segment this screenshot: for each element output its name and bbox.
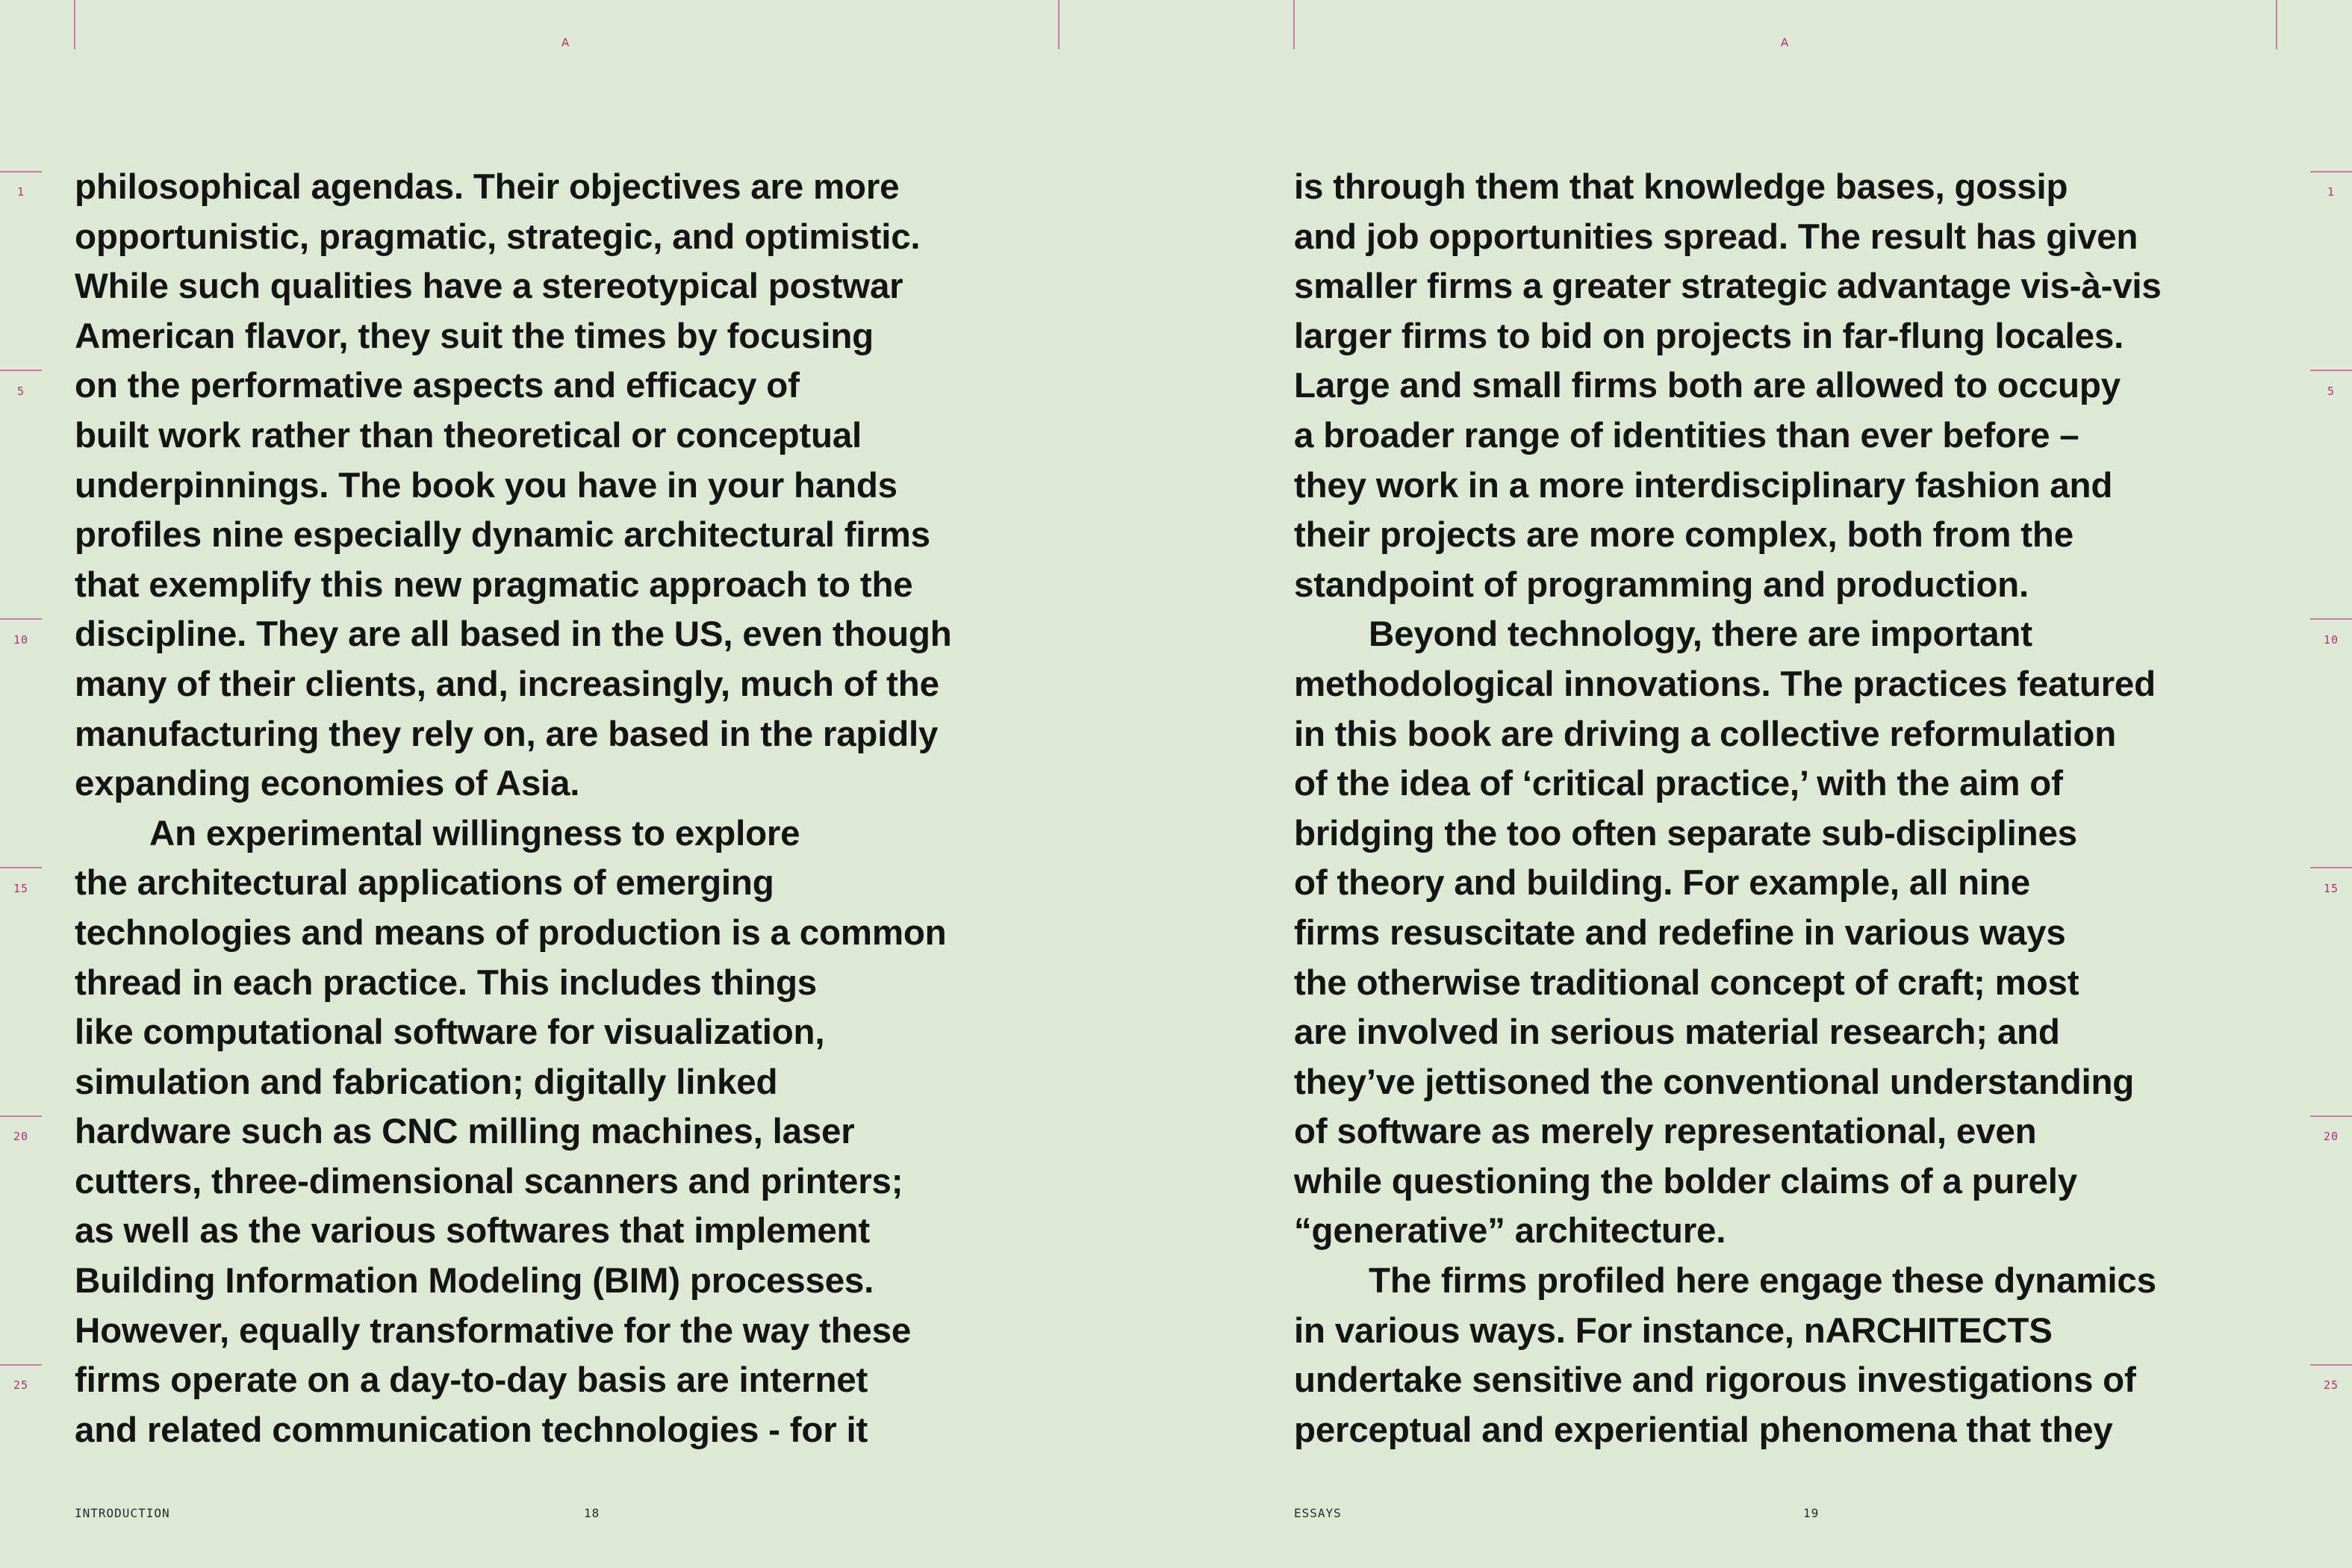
- line-marker: [0, 370, 42, 371]
- text-line: manufacturing they rely on, are based in the rapidly: [75, 714, 939, 754]
- text-line: smaller firms a greater strategic advantage vis-à-vis: [1294, 267, 2162, 307]
- text-line: a broader range of identities than ever before –: [1294, 415, 2079, 455]
- text-line: However, equally transformative for the way these: [75, 1310, 912, 1351]
- text-line: firms operate on a day-to-day basis are internet: [75, 1360, 868, 1401]
- left-line-number: 15: [13, 882, 29, 895]
- text-line: discipline. They are all based in the US, even though: [75, 615, 952, 655]
- right-page-number: 19: [1803, 1506, 1820, 1520]
- text-line: opportunistic, pragmatic, strategic, and optimistic.: [75, 217, 921, 257]
- right-line-number: 20: [2323, 1130, 2339, 1143]
- text-line: underpinnings. The book you have in your hands: [75, 465, 897, 505]
- line-marker: [2310, 171, 2352, 172]
- left-section-marker: A: [561, 36, 570, 49]
- crop-mark: [2276, 0, 2277, 49]
- left-line-number: 20: [13, 1130, 29, 1143]
- text-line: cutters, three-dimensional scanners and printers;: [75, 1161, 903, 1201]
- left-line-number: 5: [16, 385, 25, 398]
- text-line: the otherwise traditional concept of craft; most: [1294, 962, 2079, 1003]
- text-line: While such qualities have a stereotypical postwar: [75, 267, 903, 307]
- text-line: simulation and fabrication; digitally linked: [75, 1062, 778, 1102]
- line-marker: [0, 1116, 42, 1117]
- text-line: expanding economies of Asia.: [75, 764, 580, 804]
- right-running-foot: ESSAYS: [1294, 1506, 1342, 1520]
- text-line: built work rather than theoretical or conceptual: [75, 415, 862, 455]
- text-line: technologies and means of production is a common: [75, 912, 947, 953]
- left-page-number: 18: [584, 1506, 600, 1520]
- text-line: that exemplify this new pragmatic approach to the: [75, 564, 913, 605]
- text-line: in various ways. For instance, nARCHITECTS: [1294, 1310, 2053, 1351]
- right-line-number: 1: [2327, 185, 2336, 199]
- text-line: like computational software for visualization,: [75, 1012, 825, 1053]
- crop-mark: [1293, 0, 1295, 49]
- text-line: undertake sensitive and rigorous investigations of: [1294, 1360, 2136, 1401]
- text-line: perceptual and experiential phenomena that they: [1294, 1410, 2113, 1450]
- right-line-number: 10: [2323, 633, 2339, 647]
- right-line-number: 15: [2323, 882, 2339, 895]
- right-page-body: [1294, 163, 2280, 1455]
- line-marker: [0, 618, 42, 620]
- text-line: in this book are driving a collective reformulation: [1294, 714, 2117, 754]
- text-line: is through them that knowledge bases, gossip: [1294, 167, 2068, 207]
- text-line: of the idea of ‘critical practice,’ with the aim of: [1294, 764, 2063, 804]
- text-line: methodological innovations. The practices featured: [1294, 664, 2156, 704]
- text-line: and job opportunities spread. The result has given: [1294, 217, 2138, 257]
- text-line: and related communication technologies - for it: [75, 1410, 868, 1450]
- right-line-number: 25: [2323, 1378, 2339, 1392]
- text-line: bridging the too often separate sub-disciplines: [1294, 813, 2077, 853]
- text-line: philosophical agendas. Their objectives are more: [75, 167, 900, 207]
- text-line: many of their clients, and, increasingly, much of the: [75, 664, 939, 704]
- crop-mark: [1058, 0, 1060, 49]
- text-line: they work in a more interdisciplinary fashion and: [1294, 465, 2113, 505]
- right-section-marker: A: [1781, 36, 1789, 49]
- right-line-number: 5: [2327, 385, 2336, 398]
- left-page-body: [75, 163, 1060, 1455]
- text-line: on the performative aspects and efficacy of: [75, 366, 800, 406]
- text-line: as well as the various softwares that implement: [75, 1211, 870, 1251]
- left-running-foot: INTRODUCTION: [75, 1506, 170, 1520]
- left-line-number: 25: [13, 1378, 29, 1392]
- line-marker: [2310, 1364, 2352, 1366]
- line-marker: [2310, 1116, 2352, 1117]
- crop-mark: [74, 0, 75, 49]
- line-marker: [2310, 867, 2352, 868]
- text-line: their projects are more complex, both from the: [1294, 515, 2073, 556]
- line-marker: [0, 171, 42, 172]
- text-line: firms resuscitate and redefine in various ways: [1294, 912, 2066, 953]
- line-marker: [0, 867, 42, 868]
- text-line: of theory and building. For example, all nine: [1294, 863, 2030, 903]
- line-marker: [2310, 370, 2352, 371]
- text-line: hardware such as CNC milling machines, laser: [75, 1112, 855, 1152]
- text-line: thread in each practice. This includes things: [75, 962, 818, 1003]
- text-line: of software as merely representational, even: [1294, 1112, 2037, 1152]
- line-marker: [0, 1364, 42, 1366]
- text-line: the architectural applications of emerging: [75, 863, 774, 903]
- text-line: “generative” architecture.: [1294, 1211, 1726, 1251]
- line-marker: [2310, 618, 2352, 620]
- left-line-number: 10: [13, 633, 29, 647]
- text-line: profiles nine especially dynamic architectural firms: [75, 515, 930, 556]
- text-line: are involved in serious material research; and: [1294, 1012, 2060, 1053]
- text-line: larger firms to bid on projects in far-flung locales.: [1294, 316, 2124, 356]
- text-line: standpoint of programming and production.: [1294, 564, 2029, 605]
- text-line-paragraph-start: The firms profiled here engage these dynamics: [1369, 1261, 2156, 1301]
- text-line: American flavor, they suit the times by focusing: [75, 316, 874, 356]
- text-line-paragraph-start: Beyond technology, there are important: [1369, 615, 2032, 655]
- text-line: Large and small firms both are allowed to occupy: [1294, 366, 2121, 406]
- left-line-number: 1: [16, 185, 25, 199]
- text-line: Building Information Modeling (BIM) processes.: [75, 1261, 874, 1301]
- text-line: they’ve jettisoned the conventional understanding: [1294, 1062, 2135, 1102]
- text-line: while questioning the bolder claims of a purely: [1294, 1161, 2077, 1201]
- text-line-paragraph-start: An experimental willingness to explore: [149, 813, 800, 853]
